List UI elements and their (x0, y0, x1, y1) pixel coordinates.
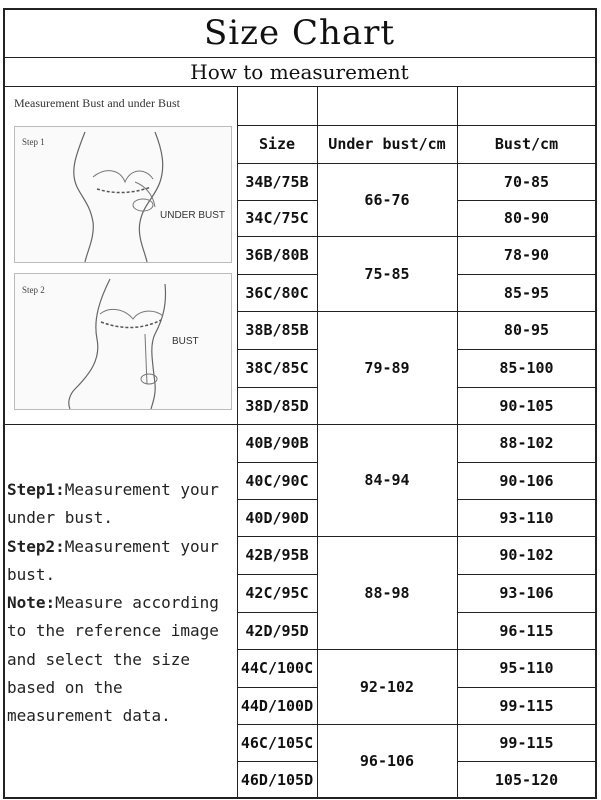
bust-cell: 70-85 (503, 172, 550, 191)
bust-cell: 99-115 (499, 733, 554, 752)
bust-cell: 85-95 (503, 283, 550, 302)
left-panel-divider (3, 424, 237, 425)
step1-instruction-text: Measurement your under bust. (7, 480, 219, 528)
page-subtitle: How to measurement (190, 60, 409, 84)
size-cell: 38B/85B (245, 321, 309, 339)
under-bust-cell: 75-85 (364, 264, 410, 283)
size-cell: 36C/80C (245, 283, 309, 302)
step1-label: Step 1 (22, 137, 45, 147)
size-cell: 34C/75C (245, 209, 309, 227)
column-header-size: Size (258, 135, 296, 153)
column-header-under-bust: Under bust/cm (328, 135, 446, 153)
bust-cell: 78-90 (503, 246, 550, 264)
step2-label: Step 2 (22, 285, 45, 295)
header-row-divider (237, 125, 596, 126)
size-cell: 36B/80B (245, 246, 309, 264)
size-cell: 46C/105C (240, 733, 314, 752)
bust-cell: 90-105 (499, 396, 554, 415)
bust-cell: 96-115 (499, 621, 554, 640)
bust-cell: 93-110 (499, 508, 554, 527)
bust-cell: 95-110 (499, 659, 554, 677)
illustration-heading: Measurement Bust and under Bust (14, 96, 180, 110)
size-cell: 44C/100C (240, 659, 314, 677)
bust-cell: 85-100 (499, 359, 554, 377)
size-cell: 42D/95D (245, 621, 309, 640)
under-bust-figure-icon (15, 127, 231, 262)
size-cell: 42C/95C (245, 584, 309, 602)
step1-instruction-label: Step1: (7, 480, 65, 499)
bust-cell: 88-102 (499, 434, 554, 452)
size-cell: 40B/90B (245, 434, 309, 452)
size-cell: 40C/90C (245, 471, 309, 490)
under-bust-cell: 84-94 (364, 471, 410, 489)
step2-instruction-label: Step2: (7, 536, 65, 556)
bust-cell: 80-90 (503, 209, 550, 227)
size-cell: 44D/100D (240, 696, 314, 715)
step1-caption: UNDER BUST (160, 210, 226, 221)
column-header-bust: Bust/cm (494, 135, 559, 153)
under-bust-cell: 79-89 (364, 358, 410, 377)
title-divider (3, 57, 596, 58)
size-cell: 34B/75B (245, 172, 309, 191)
note-text: Measure according to the reference image and select the size based on the measurement data. (7, 593, 219, 726)
step2-illustration (14, 273, 232, 410)
bust-cell: 105-120 (494, 770, 559, 789)
bust-cell: 93-106 (499, 584, 554, 602)
step2-instruction-text: Measurement your bust. (7, 536, 219, 584)
table-border-left (3, 8, 5, 799)
measurement-instructions (7, 476, 232, 731)
under-bust-cell: 92-102 (359, 677, 415, 696)
step2-caption: BUST (172, 336, 199, 347)
page-title: Size Chart (203, 13, 396, 53)
under-bust-cell: 66-76 (364, 190, 410, 209)
size-cell: 38D/85D (245, 396, 309, 415)
subtitle-divider (3, 86, 596, 87)
size-cell: 46D/105D (240, 770, 314, 789)
bust-cell: 99-115 (499, 696, 554, 715)
table-border-top (3, 8, 596, 10)
size-cell: 42B/95B (245, 546, 309, 564)
note-label: Note: (7, 593, 56, 613)
under-bust-cell: 88-98 (364, 583, 410, 602)
size-cell: 40D/90D (245, 508, 309, 527)
step1-illustration (14, 126, 232, 263)
bust-cell: 90-106 (499, 471, 554, 490)
bust-cell: 90-102 (499, 546, 554, 564)
size-cell: 38C/85C (245, 359, 309, 377)
under-bust-cell: 96-106 (359, 752, 415, 770)
bust-cell: 80-95 (503, 321, 550, 339)
